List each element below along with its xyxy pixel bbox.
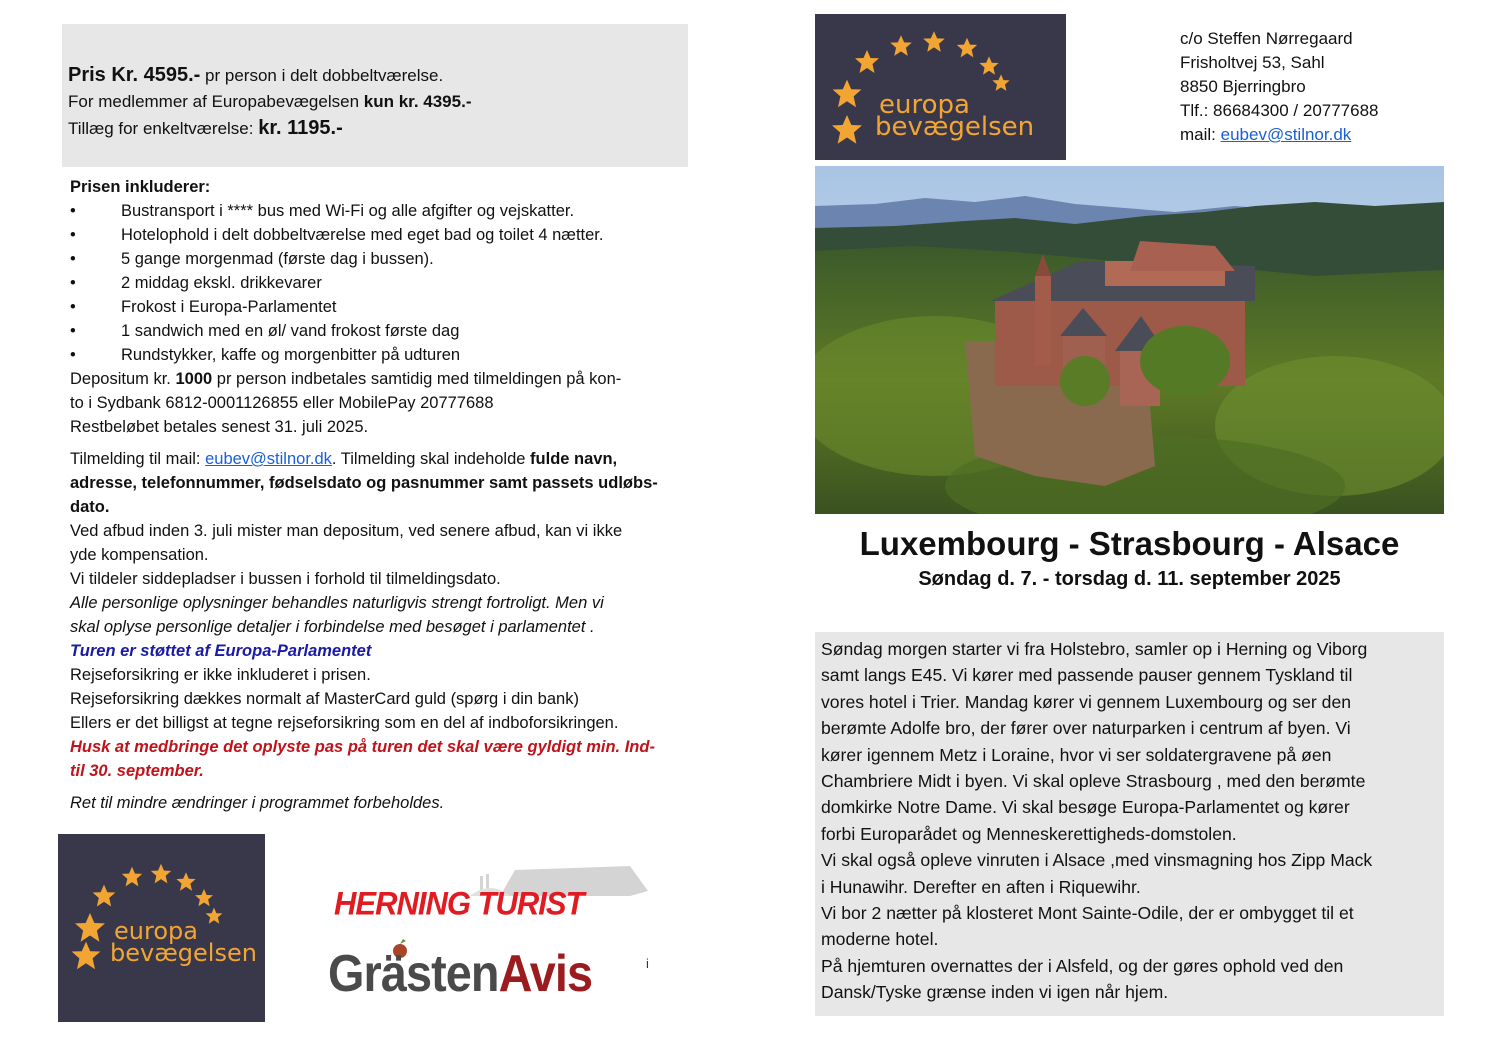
description-line: vores hotel i Trier. Mandag kører vi gennem Luxembourg og ser den [821,691,1352,712]
trip-dates: Søndag d. 7. - torsdag d. 11. september 2025 [918,568,1341,590]
deposit-prefix: Depositum kr. [70,370,176,388]
description-line: berømte Adolfe bro, der fører over naturparken i centrum af byen. Vi [821,718,1351,739]
list-item-text: Frokost i Europa-Parlamentet [121,298,337,316]
list-item [70,343,688,367]
support-note: Turen er støttet af Europa-Parlamentet [70,642,372,660]
left-column [70,175,688,815]
insurance-line-1: Rejseforsikring er ikke inkluderet i prisen. [70,666,371,684]
list-item [70,319,688,343]
member-price-amount: kun kr. 4395.- [363,92,472,111]
stray-mark: i [646,956,649,971]
description-line: Chambriere Midt i byen. Vi skal opleve Strasbourg , med den berømte [821,771,1366,792]
seats-line: Vi tildeler siddepladser i bussen i forhold til tilmeldingsdato. [70,570,501,588]
list-item-text: 5 gange morgenmad (første dag i bussen). [121,250,434,268]
contact-info [1180,27,1379,147]
trip-description [815,632,1444,1016]
description-line: Vi skal også opleve vinruten i Alsace ,med vinsmagning hos Zipp Mack [821,850,1373,871]
description-line: i Hunawihr. Derefter en aften i Riquewihr. [821,876,1141,897]
contact-name: c/o Steffen Nørregaard [1180,29,1353,48]
description-line: Vi bor 2 nætter på klosteret Mont Sainte-Odile, der er ombygget til et [821,903,1354,924]
list-item [70,271,688,295]
signup-line-1 [70,447,688,471]
single-room-label: Tillæg for enkeltværelse: [68,119,259,138]
signup-middle: . Tilmelding skal indeholde [331,450,531,468]
herning-turist-text: HERNING TURIST [334,885,584,922]
description-line: forbi Europarådet og Menneskerettigheds-domstolen. [821,823,1237,844]
europa-logo-text: bevægelsen [875,112,1035,142]
contact-street: Frisholtvej 53, Sahl [1180,53,1325,72]
description-line: kører igennem Metz i Loraine, hvor vi ser soldatergravene på øen [821,744,1332,765]
deposit-line-1 [70,367,688,391]
bullet-icon: • [70,298,76,316]
includes-list [70,199,688,367]
includes-heading: Prisen inkluderer: [70,178,211,196]
price-desc: pr person i delt dobbeltværelse. [200,66,444,85]
bullet-icon: • [70,250,76,268]
signup-line-3: dato. [70,498,110,516]
europa-logo-text: europa [879,90,970,120]
bullet-icon: • [70,322,76,340]
grasten-avis-logo [328,940,658,1004]
privacy-line-2: skal oplyse personlige detaljer i forbindelse med besøget i parlamentet . [70,618,595,636]
signup-line-2: adresse, telefonnummer, fødselsdato og pasnummer samt passets udløbs- [70,474,658,492]
list-item-text: 2 middag ekskl. drikkevarer [121,274,322,292]
signup-bold: fulde navn, [530,450,618,468]
landscape-image [815,166,1444,514]
description-line: moderne hotel. [821,929,939,950]
cancel-line-1: Ved afbud inden 3. juli mister man depositum, ved senere afbud, kan vi ikke [70,522,623,540]
list-item-text: 1 sandwich med en øl/ vand frokost første dag [121,322,460,340]
bullet-icon: • [70,346,76,364]
single-room-line [68,115,688,142]
europa-logo-text: bevægelsen [110,939,257,967]
price-amount: Pris Kr. 4595.- [68,64,201,86]
contact-mail-label: mail: [1180,125,1221,144]
deposit-line-2: to i Sydbank 6812-0001126855 eller MobilePay 20777688 [70,394,494,412]
contact-email-link[interactable]: eubev@stilnor.dk [1220,125,1352,144]
member-price-line [68,89,688,115]
single-room-amount: kr. 1195.- [258,117,343,139]
bullet-icon: • [70,202,76,220]
grasten-text: Grästen [328,945,499,1003]
contact-phone: Tlf.: 86684300 / 20777688 [1180,101,1379,120]
deposit-text: pr person indbetales samtidig med tilmeldingen på kon- [212,370,622,388]
europa-logo-top [815,14,1066,160]
description-line: samt langs E45. Vi kører med passende pauser gennem Tyskland til [821,665,1353,686]
list-item [70,223,688,247]
list-item [70,199,688,223]
passport-warning-2: til 30. september. [70,762,204,780]
signup-prefix: Tilmelding til mail: [70,450,206,468]
cancel-line-2: yde kompensation. [70,546,209,564]
price-box [62,24,688,167]
europa-logo-text: europa [114,917,198,945]
list-item-text: Rundstykker, kaffe og morgenbitter på udturen [121,346,461,364]
bullet-icon: • [70,226,76,244]
description-line: Søndag morgen starter vi fra Holstebro, samler op i Herning og Viborg [821,639,1368,659]
contact-mail-line [1180,123,1379,147]
privacy-line-1: Alle personlige oplysninger behandles naturligvis strengt fortroligt. Men vi [70,594,604,612]
deposit-amount: 1000 [175,370,213,388]
europa-logo-bottom [58,834,265,1022]
passport-warning-1: Husk at medbringe det oplyste pas på turen det skal være gyldigt min. Ind- [70,738,655,756]
member-price-label: For medlemmer af Europabevægelsen [68,92,364,111]
insurance-line-2: Rejseforsikring dækkes normalt af MasterCard guld (spørg i din bank) [70,690,579,708]
mont-sainte-odile-photo [815,166,1444,514]
contact-city: 8850 Bjerringbro [1180,77,1306,96]
list-item [70,247,688,271]
list-item-text: Hotelophold i delt dobbeltværelse med eget bad og toilet 4 nætter. [121,226,604,244]
avis-text: Avis [498,945,593,1003]
reserve-note: Ret til mindre ændringer i programmet forbeholdes. [70,794,445,812]
signup-email-link[interactable]: eubev@stilnor.dk [205,450,332,468]
description-line: Dansk/Tyske grænse inden vi igen når hjem. [821,982,1169,1003]
herning-turist-logo [330,866,650,924]
grasten-avis-text [328,946,592,1002]
list-item-text: Bustransport i **** bus med Wi-Fi og alle afgifter og vejskatter. [121,202,575,220]
trip-title: Luxembourg - Strasbourg - Alsace [859,525,1400,562]
deposit-line-3: Restbeløbet betales senest 31. juli 2025. [70,418,369,436]
bullet-icon: • [70,274,76,292]
price-line [68,62,688,89]
description-line: domkirke Notre Dame. Vi skal besøge Europa-Parlamentet og kører [821,797,1350,818]
insurance-line-3: Ellers er det billigst at tegne rejseforsikring som en del af indboforsikringen. [70,714,619,732]
description-line: På hjemturen overnattes der i Alsfeld, og der gøres ophold ved den [821,955,1344,976]
list-item [70,295,688,319]
